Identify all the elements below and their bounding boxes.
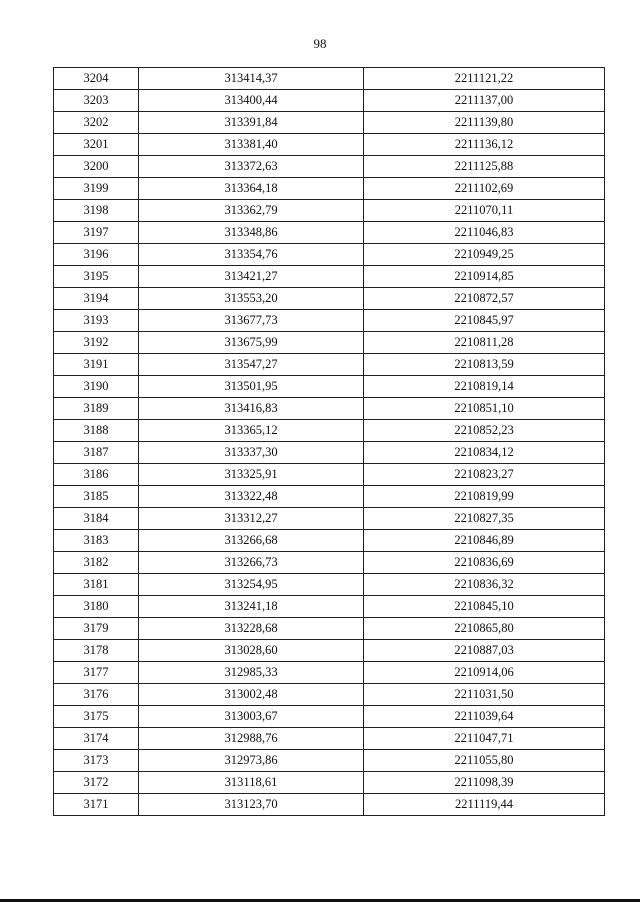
- table-row: [54, 596, 605, 618]
- y-coordinate-cell: 2211121,22: [364, 68, 605, 90]
- x-coordinate-cell: 312973,86: [139, 750, 364, 772]
- y-coordinate-cell: 2210851,10: [364, 398, 605, 420]
- table-row: [54, 772, 605, 794]
- table-row: [54, 750, 605, 772]
- table-row: [54, 662, 605, 684]
- y-coordinate-cell: 2210852,23: [364, 420, 605, 442]
- x-coordinate-cell: 313002,48: [139, 684, 364, 706]
- y-coordinate-cell: 2210887,03: [364, 640, 605, 662]
- table-row: [54, 420, 605, 442]
- table-row: [54, 90, 605, 112]
- x-coordinate-cell: 313354,76: [139, 244, 364, 266]
- x-coordinate-cell: 313365,12: [139, 420, 364, 442]
- x-coordinate-cell: 313337,30: [139, 442, 364, 464]
- x-coordinate-cell: 313266,68: [139, 530, 364, 552]
- y-coordinate-cell: 2210949,25: [364, 244, 605, 266]
- x-coordinate-cell: 313677,73: [139, 310, 364, 332]
- point-id-cell: 3204: [54, 68, 139, 90]
- x-coordinate-cell: 313322,48: [139, 486, 364, 508]
- x-coordinate-cell: 313362,79: [139, 200, 364, 222]
- coordinates-table: [53, 67, 605, 816]
- y-coordinate-cell: 2211136,12: [364, 134, 605, 156]
- y-coordinate-cell: 2211137,00: [364, 90, 605, 112]
- point-id-cell: 3177: [54, 662, 139, 684]
- y-coordinate-cell: 2211139,80: [364, 112, 605, 134]
- y-coordinate-cell: 2210846,89: [364, 530, 605, 552]
- x-coordinate-cell: 313003,67: [139, 706, 364, 728]
- point-id-cell: 3193: [54, 310, 139, 332]
- x-coordinate-cell: 313547,27: [139, 354, 364, 376]
- y-coordinate-cell: 2210872,57: [364, 288, 605, 310]
- table-row: [54, 794, 605, 816]
- y-coordinate-cell: 2210813,59: [364, 354, 605, 376]
- x-coordinate-cell: 313028,60: [139, 640, 364, 662]
- point-id-cell: 3178: [54, 640, 139, 662]
- table-row: [54, 310, 605, 332]
- x-coordinate-cell: 312985,33: [139, 662, 364, 684]
- table-row: [54, 156, 605, 178]
- x-coordinate-cell: 313348,86: [139, 222, 364, 244]
- x-coordinate-cell: 313266,73: [139, 552, 364, 574]
- y-coordinate-cell: 2210845,10: [364, 596, 605, 618]
- point-id-cell: 3189: [54, 398, 139, 420]
- table-row: [54, 574, 605, 596]
- y-coordinate-cell: 2211046,83: [364, 222, 605, 244]
- x-coordinate-cell: 313372,63: [139, 156, 364, 178]
- point-id-cell: 3202: [54, 112, 139, 134]
- x-coordinate-cell: 313553,20: [139, 288, 364, 310]
- table-row: [54, 684, 605, 706]
- page-number: 98: [313, 36, 327, 51]
- point-id-cell: 3172: [54, 772, 139, 794]
- point-id-cell: 3201: [54, 134, 139, 156]
- y-coordinate-cell: 2211070,11: [364, 200, 605, 222]
- x-coordinate-cell: 313118,61: [139, 772, 364, 794]
- point-id-cell: 3182: [54, 552, 139, 574]
- y-coordinate-cell: 2211039,64: [364, 706, 605, 728]
- y-coordinate-cell: 2211119,44: [364, 794, 605, 816]
- y-coordinate-cell: 2210865,80: [364, 618, 605, 640]
- point-id-cell: 3183: [54, 530, 139, 552]
- point-id-cell: 3190: [54, 376, 139, 398]
- table-row: [54, 398, 605, 420]
- y-coordinate-cell: 2210836,32: [364, 574, 605, 596]
- table-row: [54, 266, 605, 288]
- table-row: [54, 68, 605, 90]
- table-row: [54, 464, 605, 486]
- x-coordinate-cell: 312988,76: [139, 728, 364, 750]
- x-coordinate-cell: 313254,95: [139, 574, 364, 596]
- point-id-cell: 3192: [54, 332, 139, 354]
- table-row: [54, 376, 605, 398]
- table-row: [54, 134, 605, 156]
- table-row: [54, 618, 605, 640]
- point-id-cell: 3194: [54, 288, 139, 310]
- table-row: [54, 530, 605, 552]
- point-id-cell: 3188: [54, 420, 139, 442]
- table-row: [54, 288, 605, 310]
- point-id-cell: 3185: [54, 486, 139, 508]
- point-id-cell: 3195: [54, 266, 139, 288]
- y-coordinate-cell: 2210819,99: [364, 486, 605, 508]
- table-row: [54, 200, 605, 222]
- x-coordinate-cell: 313675,99: [139, 332, 364, 354]
- table-row: [54, 222, 605, 244]
- table-row: [54, 486, 605, 508]
- x-coordinate-cell: 313325,91: [139, 464, 364, 486]
- x-coordinate-cell: 313228,68: [139, 618, 364, 640]
- point-id-cell: 3198: [54, 200, 139, 222]
- point-id-cell: 3197: [54, 222, 139, 244]
- table-row: [54, 552, 605, 574]
- table-row: [54, 354, 605, 376]
- table-row: [54, 178, 605, 200]
- y-coordinate-cell: 2211031,50: [364, 684, 605, 706]
- point-id-cell: 3179: [54, 618, 139, 640]
- y-coordinate-cell: 2210836,69: [364, 552, 605, 574]
- y-coordinate-cell: 2211055,80: [364, 750, 605, 772]
- x-coordinate-cell: 313364,18: [139, 178, 364, 200]
- table-row: [54, 640, 605, 662]
- y-coordinate-cell: 2210811,28: [364, 332, 605, 354]
- table-row: [54, 244, 605, 266]
- y-coordinate-cell: 2210834,12: [364, 442, 605, 464]
- y-coordinate-cell: 2210845,97: [364, 310, 605, 332]
- y-coordinate-cell: 2210823,27: [364, 464, 605, 486]
- table-row: [54, 706, 605, 728]
- x-coordinate-cell: 313421,27: [139, 266, 364, 288]
- x-coordinate-cell: 313241,18: [139, 596, 364, 618]
- x-coordinate-cell: 313501,95: [139, 376, 364, 398]
- point-id-cell: 3176: [54, 684, 139, 706]
- point-id-cell: 3191: [54, 354, 139, 376]
- x-coordinate-cell: 313381,40: [139, 134, 364, 156]
- table-row: [54, 728, 605, 750]
- point-id-cell: 3187: [54, 442, 139, 464]
- y-coordinate-cell: 2210914,06: [364, 662, 605, 684]
- table-row: [54, 442, 605, 464]
- table-row: [54, 112, 605, 134]
- point-id-cell: 3196: [54, 244, 139, 266]
- y-coordinate-cell: 2210827,35: [364, 508, 605, 530]
- point-id-cell: 3181: [54, 574, 139, 596]
- x-coordinate-cell: 313400,44: [139, 90, 364, 112]
- y-coordinate-cell: 2211098,39: [364, 772, 605, 794]
- y-coordinate-cell: 2210914,85: [364, 266, 605, 288]
- point-id-cell: 3203: [54, 90, 139, 112]
- point-id-cell: 3173: [54, 750, 139, 772]
- point-id-cell: 3186: [54, 464, 139, 486]
- x-coordinate-cell: 313123,70: [139, 794, 364, 816]
- point-id-cell: 3171: [54, 794, 139, 816]
- x-coordinate-cell: 313391,84: [139, 112, 364, 134]
- x-coordinate-cell: 313416,83: [139, 398, 364, 420]
- point-id-cell: 3175: [54, 706, 139, 728]
- x-coordinate-cell: 313414,37: [139, 68, 364, 90]
- point-id-cell: 3200: [54, 156, 139, 178]
- coordinates-table-body: [54, 68, 605, 816]
- y-coordinate-cell: 2211125,88: [364, 156, 605, 178]
- y-coordinate-cell: 2210819,14: [364, 376, 605, 398]
- point-id-cell: 3199: [54, 178, 139, 200]
- y-coordinate-cell: 2211102,69: [364, 178, 605, 200]
- point-id-cell: 3184: [54, 508, 139, 530]
- table-row: [54, 332, 605, 354]
- y-coordinate-cell: 2211047,71: [364, 728, 605, 750]
- point-id-cell: 3180: [54, 596, 139, 618]
- x-coordinate-cell: 313312,27: [139, 508, 364, 530]
- point-id-cell: 3174: [54, 728, 139, 750]
- table-row: [54, 508, 605, 530]
